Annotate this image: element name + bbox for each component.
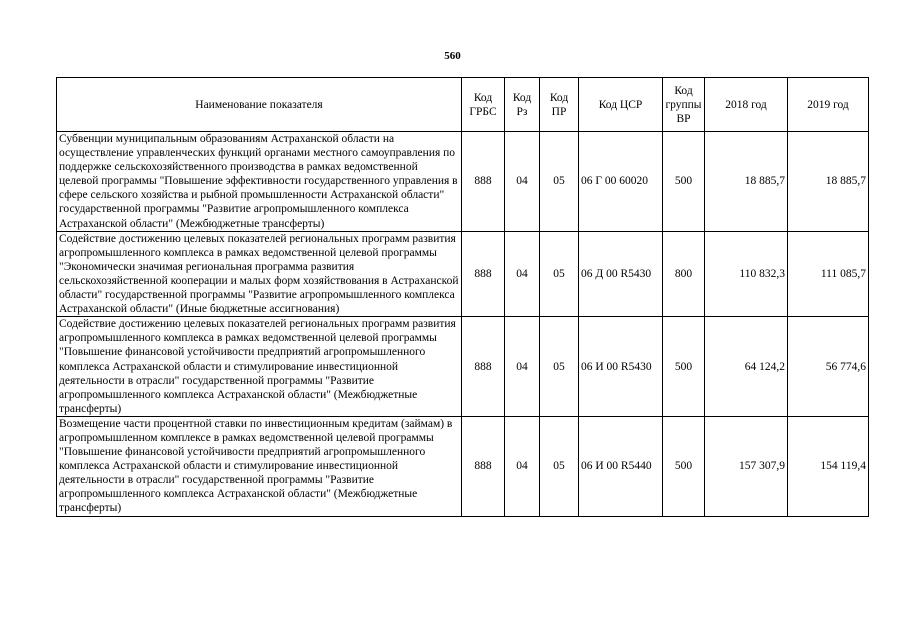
budget-table (56, 77, 869, 517)
table-row (57, 231, 869, 317)
row-csr: 06 И 00 R5440 (579, 416, 663, 516)
header-year-2018: 2018 год (705, 78, 788, 132)
row-grbs: 888 (462, 317, 505, 417)
header-pr-line-1: Код (549, 91, 569, 104)
row-amount-2019: 111 085,7 (788, 231, 869, 317)
row-amount-2018: 157 307,9 (705, 416, 788, 516)
header-year-2019: 2019 год (788, 78, 869, 132)
row-amount-2018: 110 832,3 (705, 231, 788, 317)
row-name: Возмещение части процентной ставки по инвестиционным кредитам (займам) в агропромышленном комплексе в рамках ведомственной целевой программы "Повышение финансовой устойчивости предприятий агропромышленного комплекса Астраханской области и стимулирование инвестиционной деятельности в отрасли" государственной программы "Развитие агропромышленного комплекса Астраханской области" (Межбюджетные трансферты) (57, 416, 462, 516)
row-csr: 06 И 00 R5430 (579, 317, 663, 417)
header-pr (540, 78, 579, 132)
row-vr: 500 (663, 317, 705, 417)
header-rz (505, 78, 540, 132)
header-vr-line-2: группы (665, 98, 702, 111)
table-row (57, 132, 869, 232)
row-name: Содействие достижению целевых показателей региональных программ развития агропромышленного комплекса в рамках ведомственной целевой программы "Экономически значимая региональная программа развития сельскохозяйственной кооперации и малых форм хозяйствования в Астраханской области" государственной программы "Развитие агропромышленного комплекса Астраханской области" (Иные бюджетные ассигнования) (57, 231, 462, 317)
header-csr: Код ЦСР (579, 78, 663, 132)
row-grbs: 888 (462, 132, 505, 232)
row-csr: 06 Д 00 R5430 (579, 231, 663, 317)
row-name: Содействие достижению целевых показателей региональных программ развития агропромышленного комплекса в рамках ведомственной целевой программы "Повышение финансовой устойчивости предприятий агропромышленного комплекса Астраханской области и стимулирование инвестиционной деятельности в отрасли" государственной программы "Развитие агропромышленного комплекса Астраханской области" (Межбюджетные трансферты) (57, 317, 462, 417)
row-amount-2018: 64 124,2 (705, 317, 788, 417)
header-vr-line-1: Код (674, 84, 693, 97)
table-header-row (57, 78, 869, 132)
row-pr: 05 (540, 132, 579, 232)
row-pr: 05 (540, 317, 579, 417)
row-rz: 04 (505, 416, 540, 516)
row-amount-2019: 154 119,4 (788, 416, 869, 516)
row-pr: 05 (540, 416, 579, 516)
row-csr: 06 Г 00 60020 (579, 132, 663, 232)
row-vr: 500 (663, 132, 705, 232)
header-rz-line-1: Код (512, 91, 532, 104)
header-vr (663, 78, 705, 132)
row-grbs: 888 (462, 231, 505, 317)
header-rz-line-2: Рз (516, 105, 528, 118)
header-grbs-line-1: Код (473, 91, 493, 104)
row-vr: 800 (663, 231, 705, 317)
row-amount-2019: 56 774,6 (788, 317, 869, 417)
row-pr: 05 (540, 231, 579, 317)
row-rz: 04 (505, 231, 540, 317)
header-vr-line-3: ВР (676, 112, 691, 125)
page-number: 560 (444, 50, 461, 62)
header-pr-line-2: ПР (551, 105, 567, 118)
row-vr: 500 (663, 416, 705, 516)
table-row (57, 416, 869, 516)
row-name: Субвенции муниципальным образованиям Астраханской области на осуществление управленческих функций органами местного самоуправления по поддержке сельскохозяйственного производства в рамках ведомственной целевой программы "Повышение эффективности государственного управления в сфере сельского хозяйства и рыбной промышленности Астраханской области" государственной программы "Развитие агропромышленного комплекса Астраханской области" (Межбюджетные трансферты) (57, 132, 462, 232)
table-row (57, 317, 869, 417)
row-rz: 04 (505, 132, 540, 232)
row-amount-2019: 18 885,7 (788, 132, 869, 232)
row-rz: 04 (505, 317, 540, 417)
header-grbs-line-2: ГРБС (469, 105, 497, 118)
row-grbs: 888 (462, 416, 505, 516)
header-name: Наименование показателя (57, 78, 462, 132)
row-amount-2018: 18 885,7 (705, 132, 788, 232)
header-grbs (462, 78, 505, 132)
